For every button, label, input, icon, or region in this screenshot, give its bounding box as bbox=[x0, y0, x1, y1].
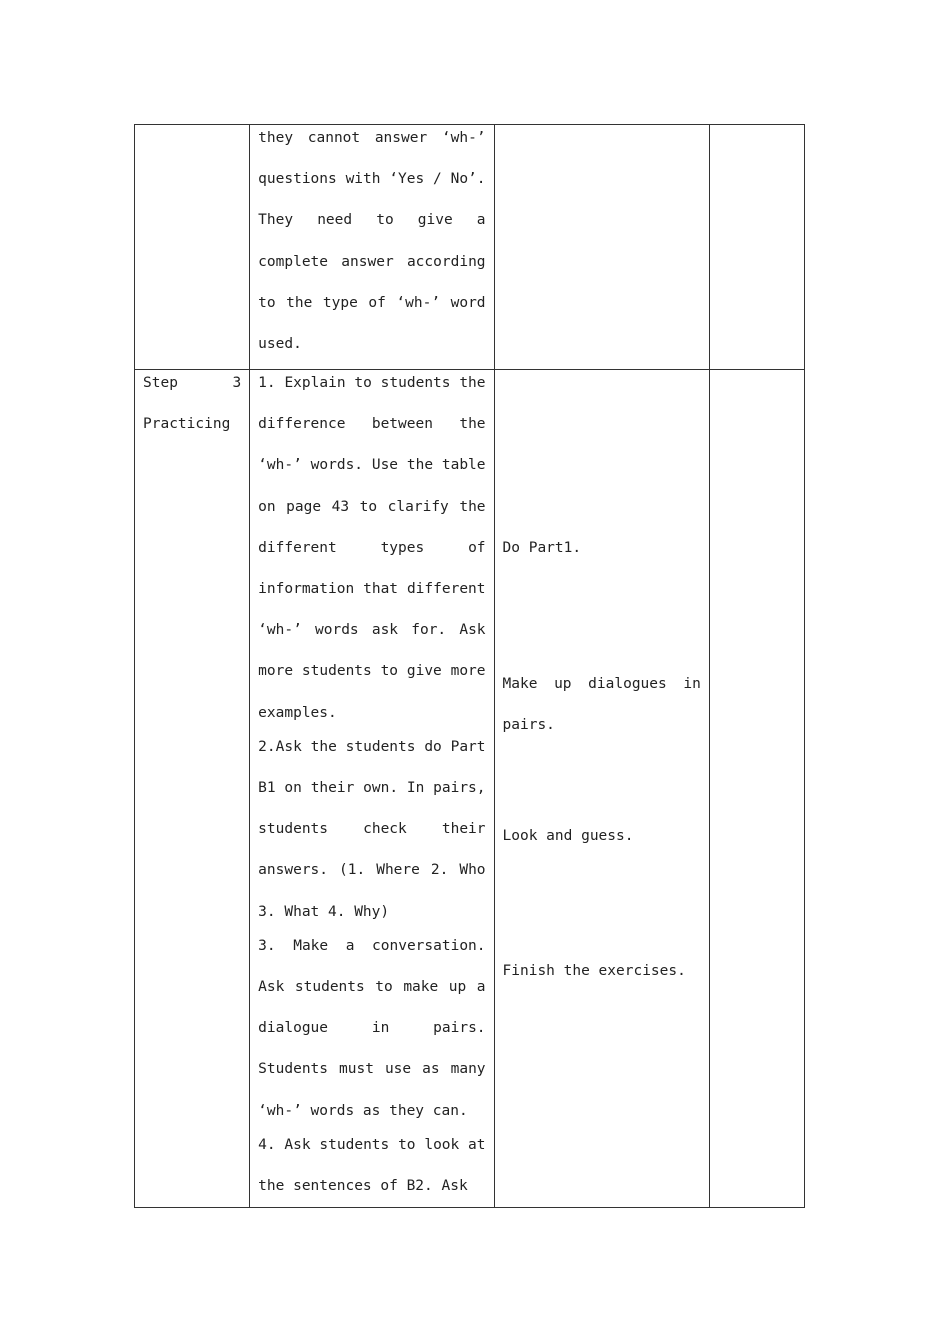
step-number: 3 bbox=[232, 375, 242, 391]
teacher-item: 4. Ask students to look at the sentences of B2. Ask bbox=[258, 1136, 486, 1195]
student-item: Make up dialogues in pairs. bbox=[502, 676, 701, 734]
student-activity-cell bbox=[494, 370, 709, 1208]
table-row bbox=[135, 125, 805, 370]
student-item: Look and guess. bbox=[502, 828, 634, 844]
notes-cell bbox=[709, 125, 804, 370]
notes-cell bbox=[709, 370, 804, 1208]
step-heading bbox=[143, 363, 241, 445]
teacher-item: 1. Explain to students the difference between the ‘wh-’ words. Use the table on page 43 to clarify the different types of information that different ‘wh-’ words ask for. Ask more students to give more examples. bbox=[258, 375, 486, 721]
teacher-activity-cell bbox=[250, 125, 494, 370]
table-row bbox=[135, 370, 805, 1208]
student-item: Finish the exercises. bbox=[502, 963, 686, 979]
step-label: Step bbox=[143, 375, 178, 391]
teacher-activity-text: they cannot answer ‘wh-’ questions with ‘Yes / No’. They need to give a complete answer according to the type of ‘wh-’ word used. bbox=[258, 130, 486, 353]
teacher-item: 2.Ask the students do Part B1 on their own. In pairs, students check their answers. (1. Where 2. Who 3. What 4. Why) bbox=[258, 738, 486, 920]
step-name: Practicing bbox=[143, 416, 231, 433]
teacher-activity-cell bbox=[250, 370, 494, 1208]
student-activity-cell bbox=[494, 125, 709, 370]
step-cell bbox=[135, 370, 250, 1208]
student-item: Do Part1. bbox=[502, 540, 582, 556]
lesson-plan-table bbox=[134, 124, 805, 1208]
teacher-item: 3. Make a conversation. Ask students to make up a dialogue in pairs. Students must use as many ‘wh-’ words as they can. bbox=[258, 937, 486, 1119]
step-cell bbox=[135, 125, 250, 370]
